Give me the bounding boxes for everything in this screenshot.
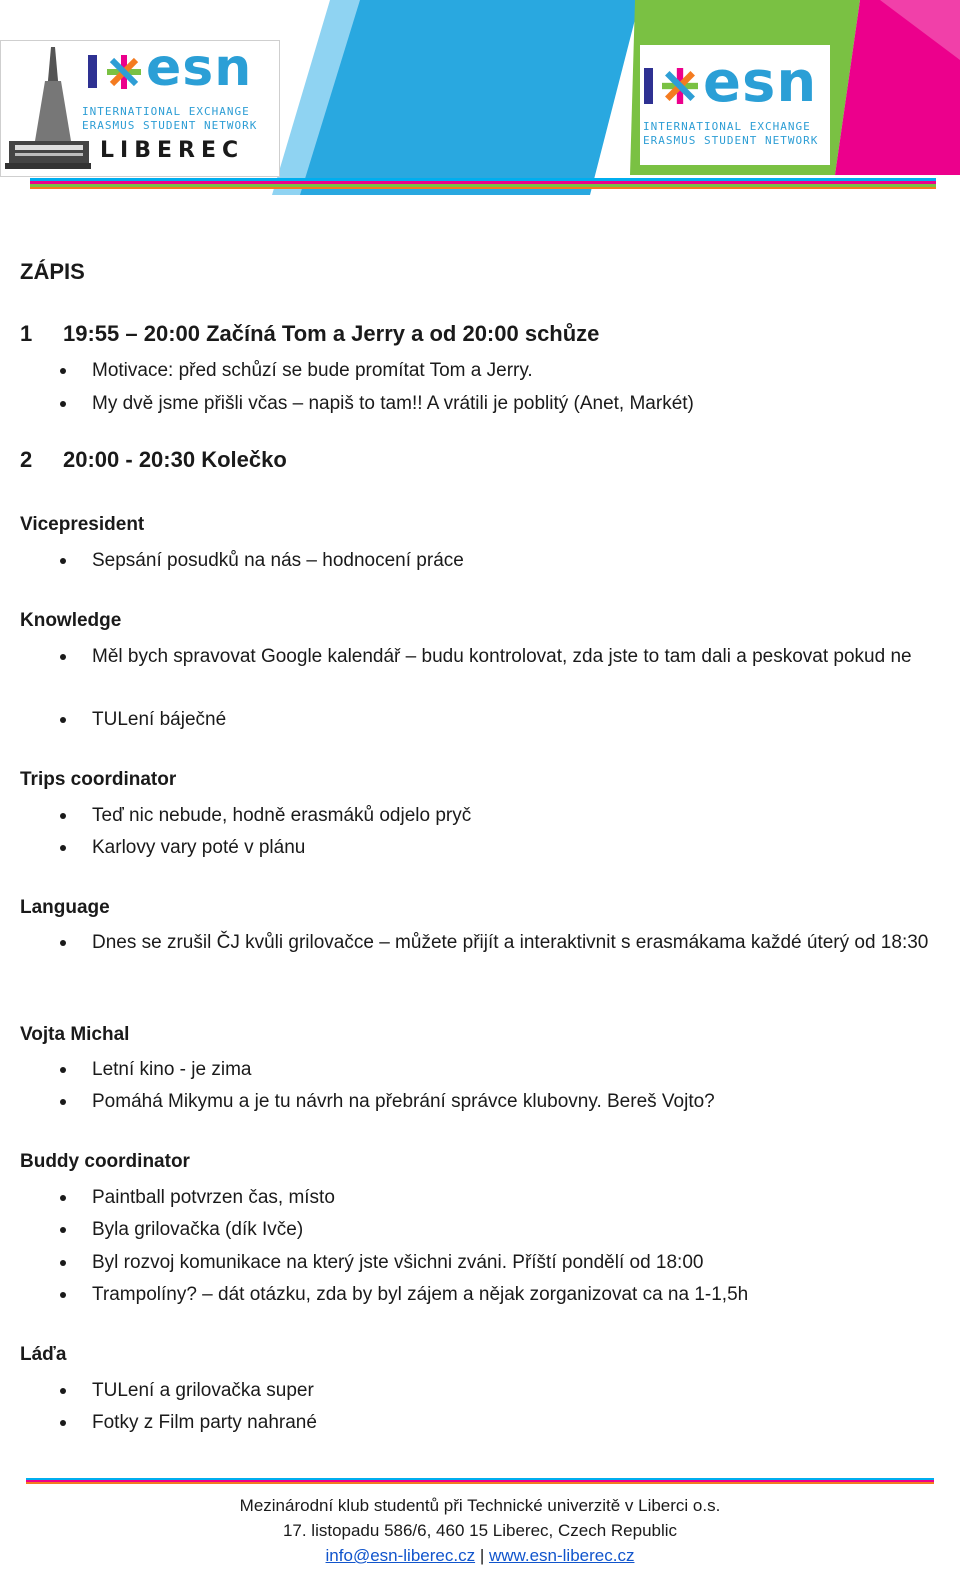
bullet-icon: [60, 654, 66, 660]
bullet-icon: [60, 1292, 66, 1298]
esn-wordmark-right: esn: [703, 50, 818, 115]
list-item: Karlovy vary poté v plánu: [92, 837, 306, 858]
esn-tagline-left: [82, 105, 257, 133]
bullet-icon: [60, 368, 66, 374]
role-heading: Buddy coordinator: [20, 1151, 190, 1172]
esn-star-icon-right: [662, 68, 698, 104]
section-number: 2: [20, 447, 33, 472]
tagline-line1-left: INTERNATIONAL EXCHANGE: [82, 105, 250, 118]
list-item: Pomáhá Mikymu a je tu návrh na přebrání správce klubovny. Bereš Vojto?: [92, 1091, 715, 1112]
role-heading: Trips coordinator: [20, 769, 177, 790]
tagline-line1-right: INTERNATIONAL EXCHANGE: [643, 120, 811, 133]
list-item: Měl bych spravovat Google kalendář – budu kontrolovat, zda jste to tam dali a peskovat pokud ne: [92, 646, 912, 667]
bullet-icon: [60, 1099, 66, 1105]
footer-org-name: Mezinárodní klub studentů při Technické univerzitě v Liberci o.s.: [239, 1496, 721, 1515]
esn-star-icon: [107, 55, 141, 89]
role-heading: Language: [20, 897, 110, 918]
list-item: My dvě jsme přišli včas – napiš to tam!! A vrátili je poblitý (Anet, Markét): [92, 393, 694, 414]
footer-divider: [26, 1478, 934, 1484]
bullet-icon: [60, 845, 66, 851]
bullet-icon: [60, 940, 66, 946]
bullet-icon: [60, 1260, 66, 1266]
bullet-icon: [60, 1388, 66, 1394]
section-title: 19:55 – 20:00 Začíná Tom a Jerry a od 20:00 schůze: [63, 321, 600, 346]
list-item: Teď nic nebude, hodně erasmáků odjelo pryč: [92, 805, 472, 826]
tagline-line2-left: ERASMUS STUDENT NETWORK: [82, 119, 258, 132]
bullet-icon: [60, 558, 66, 564]
role-heading: Vojta Michal: [20, 1024, 130, 1045]
role-heading: Vicepresident: [20, 514, 145, 535]
list-item: TULení báječné: [92, 709, 227, 730]
esn-wordmark-left: esn: [146, 38, 253, 98]
role-heading: Knowledge: [20, 610, 122, 631]
esn-tagline-right: [643, 120, 818, 148]
document-title: ZÁPIS: [20, 259, 85, 284]
role-heading: Láďa: [20, 1344, 67, 1365]
document-header: [0, 0, 960, 195]
list-item: Trampolíny? – dát otázku, zda by byl zájem a nějak zorganizovat ca na 1-1,5h: [92, 1284, 749, 1305]
list-item: Fotky z Film party nahrané: [92, 1412, 317, 1433]
list-item: Letní kino - je zima: [92, 1059, 252, 1080]
bullet-icon: [60, 717, 66, 723]
tower-icon: [1, 41, 91, 176]
bullet-icon: [60, 1067, 66, 1073]
bullet-icon: [60, 401, 66, 407]
list-item: TULení a grilovačka super: [92, 1380, 314, 1401]
section-title: 20:00 - 20:30 Kolečko: [63, 447, 287, 472]
footer-contacts: [0, 1543, 960, 1568]
tagline-line2-right: ERASMUS STUDENT NETWORK: [643, 134, 819, 147]
bullet-icon: [60, 1227, 66, 1233]
footer-separator: |: [479, 1546, 485, 1565]
bullet-icon: [60, 1420, 66, 1426]
city-name: LIBEREC: [100, 138, 245, 163]
esn-i-left: [88, 55, 97, 88]
list-item: Dnes se zrušil ČJ kvůli grilovačce – můžete přijít a interaktivnit s erasmákama každé úterý od 18:30: [92, 932, 929, 953]
bullet-icon: [60, 1195, 66, 1201]
list-item: Byl rozvoj komunikace na který jste všichni zváni. Příští pondělí od 18:00: [92, 1252, 704, 1273]
website-link[interactable]: www.esn-liberec.cz: [488, 1546, 635, 1565]
email-link[interactable]: info@esn-liberec.cz: [325, 1546, 476, 1565]
list-item: Sepsání posudků na nás – hodnocení práce: [92, 550, 464, 571]
esn-i-right: [644, 68, 653, 104]
list-item: Motivace: před schůzí se bude promítat Tom a Jerry.: [92, 360, 533, 381]
list-item: Byla grilovačka (dík Ivče): [92, 1219, 304, 1240]
bullet-icon: [60, 813, 66, 819]
footer-address: 17. listopadu 586/6, 460 15 Liberec, Czech Republic: [282, 1521, 678, 1540]
section-number: 1: [20, 321, 33, 346]
list-item: Paintball potvrzen čas, místo: [92, 1187, 335, 1208]
